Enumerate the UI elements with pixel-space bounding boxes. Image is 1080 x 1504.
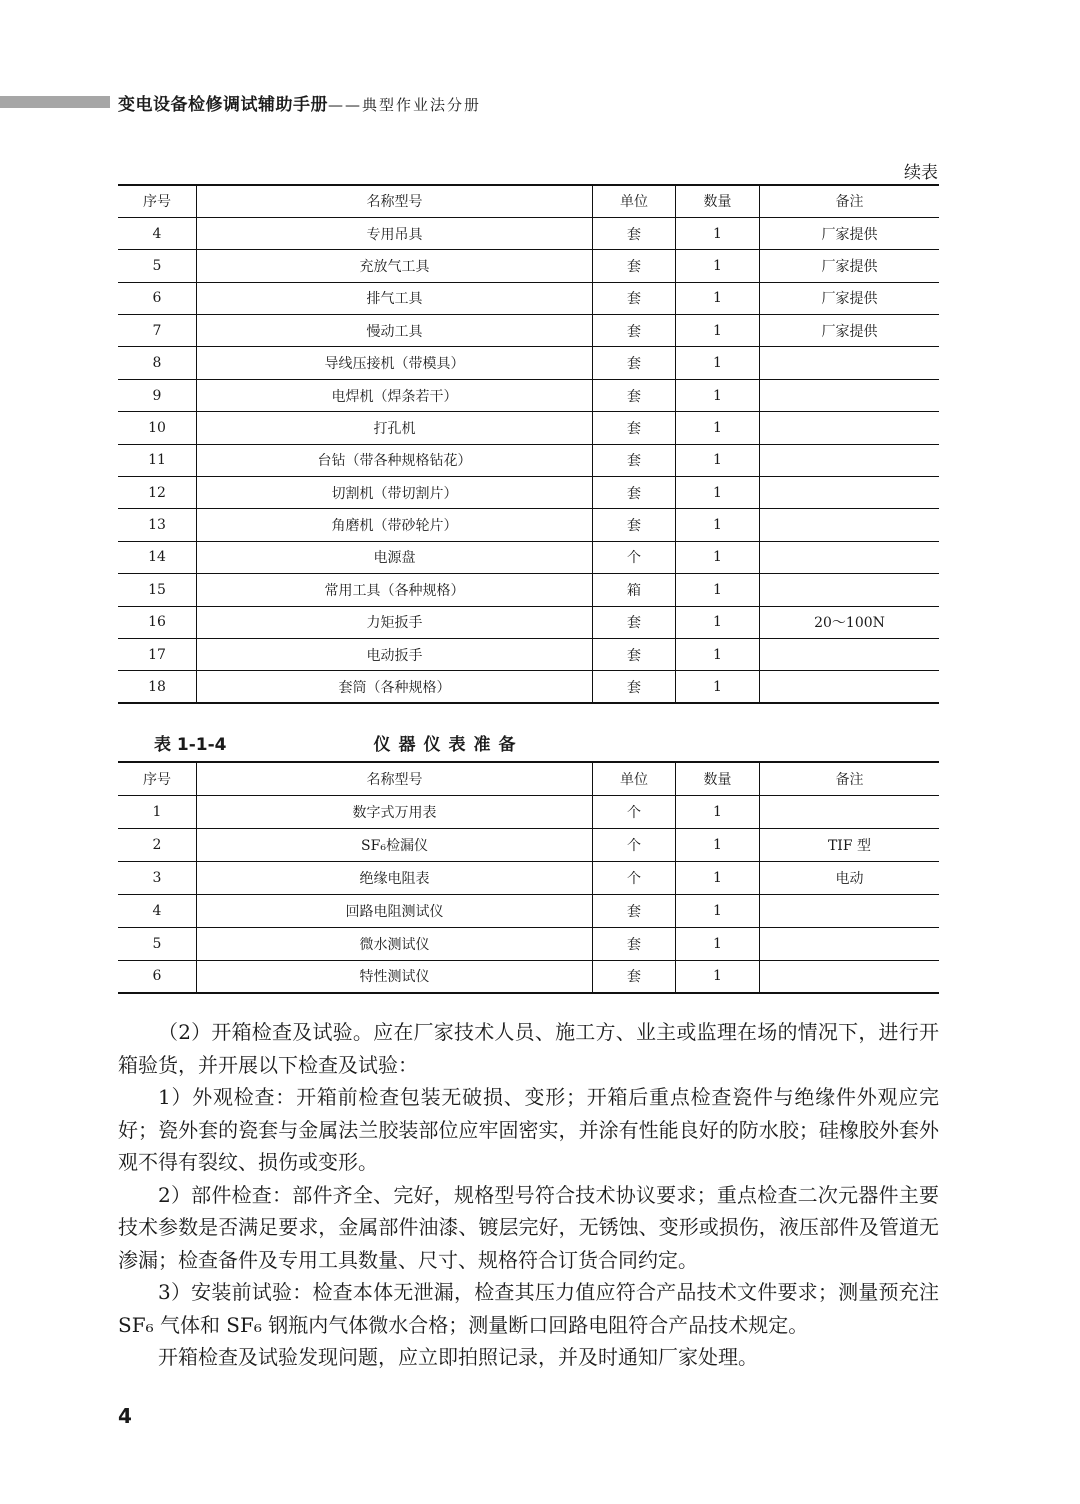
table-row (118, 412, 939, 444)
book-subtitle: ——典型作业法分册 (328, 96, 482, 114)
cell-qty: 1 (676, 606, 760, 638)
cell-name: SF₆检漏仪 (197, 828, 593, 861)
cell-seq: 4 (118, 217, 197, 249)
cell-qty: 1 (676, 315, 760, 347)
cell-note (760, 795, 940, 828)
cell-qty: 1 (676, 477, 760, 509)
table-row (118, 509, 939, 541)
cell-unit: 套 (593, 671, 676, 703)
table-row (118, 347, 939, 379)
cell-seq: 11 (118, 444, 197, 476)
table-row (118, 861, 939, 894)
cell-name: 电焊机（焊条若干） (197, 379, 593, 411)
cell-name: 常用工具（各种规格） (197, 574, 593, 606)
cell-note (760, 541, 940, 573)
cell-qty: 1 (676, 347, 760, 379)
cell-note (760, 379, 940, 411)
header-qty: 数量 (676, 762, 760, 795)
cell-seq: 3 (118, 861, 197, 894)
header-seq: 序号 (118, 185, 197, 217)
cell-seq: 6 (118, 282, 197, 314)
cell-unit: 箱 (593, 574, 676, 606)
cell-unit: 套 (593, 606, 676, 638)
table-row (118, 828, 939, 861)
table-header-row (118, 185, 939, 217)
cell-unit: 套 (593, 927, 676, 960)
table-row (118, 671, 939, 703)
cell-seq: 8 (118, 347, 197, 379)
table-row (118, 379, 939, 411)
cell-qty: 1 (676, 250, 760, 282)
cell-qty: 1 (676, 960, 760, 993)
cell-qty: 1 (676, 412, 760, 444)
table-row (118, 927, 939, 960)
table-number: 表 1-1-4 (154, 735, 227, 755)
cell-qty: 1 (676, 217, 760, 249)
cell-seq: 17 (118, 638, 197, 670)
book-title: 变电设备检修调试辅助手册 (118, 95, 328, 115)
table-row (118, 606, 939, 638)
table-title: 仪器仪表准备 (373, 735, 524, 755)
cell-unit: 套 (593, 509, 676, 541)
cell-unit: 套 (593, 444, 676, 476)
cell-note: 电动 (760, 861, 940, 894)
table-row (118, 477, 939, 509)
body-text (118, 1016, 939, 1374)
paragraph: 开箱检查及试验发现问题，应立即拍照记录，并及时通知厂家处理。 (158, 1345, 758, 1369)
cell-unit: 套 (593, 282, 676, 314)
cell-seq: 4 (118, 894, 197, 927)
cell-seq: 12 (118, 477, 197, 509)
cell-unit: 套 (593, 315, 676, 347)
cell-seq: 15 (118, 574, 197, 606)
header-note: 备注 (760, 185, 940, 217)
cell-seq: 7 (118, 315, 197, 347)
header-qty: 数量 (676, 185, 760, 217)
cell-qty: 1 (676, 379, 760, 411)
cell-qty: 1 (676, 282, 760, 314)
table-row (118, 217, 939, 249)
cell-note: 厂家提供 (760, 315, 940, 347)
cell-note (760, 509, 940, 541)
cell-seq: 6 (118, 960, 197, 993)
cell-note (760, 671, 940, 703)
cell-name: 微水测试仪 (197, 927, 593, 960)
cell-name: 专用吊具 (197, 217, 593, 249)
cell-seq: 2 (118, 828, 197, 861)
table-row (118, 638, 939, 670)
cell-seq: 10 (118, 412, 197, 444)
cell-note: TIF 型 (760, 828, 940, 861)
cell-name: 数字式万用表 (197, 795, 593, 828)
cell-note (760, 894, 940, 927)
header-unit: 单位 (593, 185, 676, 217)
cell-seq: 5 (118, 927, 197, 960)
table-row (118, 444, 939, 476)
cell-note (760, 412, 940, 444)
instruments-table (118, 761, 939, 994)
cell-name: 角磨机（带砂轮片） (197, 509, 593, 541)
cell-name: 台钻（带各种规格钻花） (197, 444, 593, 476)
table-row (118, 541, 939, 573)
cell-unit: 套 (593, 638, 676, 670)
table-row (118, 574, 939, 606)
cell-note (760, 638, 940, 670)
cell-name: 排气工具 (197, 282, 593, 314)
table-row (118, 250, 939, 282)
cell-name: 电源盘 (197, 541, 593, 573)
table-row (118, 960, 939, 993)
table-row (118, 894, 939, 927)
paragraph: 3）安装前试验：检查本体无泄漏，检查其压力值应符合产品技术文件要求；测量预充注 SF₆ 气体和 SF₆ 钢瓶内气体微水合格；测量断口回路电阻符合产品技术规定。 (118, 1280, 939, 1337)
cell-name: 力矩扳手 (197, 606, 593, 638)
cell-seq: 18 (118, 671, 197, 703)
cell-note (760, 927, 940, 960)
cell-qty: 1 (676, 927, 760, 960)
cell-unit: 个 (593, 541, 676, 573)
header-bar (0, 96, 110, 108)
paragraph: 2）部件检查：部件齐全、完好，规格型号符合技术协议要求；重点检查二次元器件主要技术参数是否满足要求，金属部件油漆、镀层完好，无锈蚀、变形或损伤，液压部件及管道无渗漏；检查备件及专用工具数量、尺寸、规格符合订货合同约定。 (118, 1182, 939, 1272)
cell-qty: 1 (676, 894, 760, 927)
header-name: 名称型号 (197, 762, 593, 795)
running-header (118, 90, 481, 115)
paragraph: （2）开箱检查及试验。应在厂家技术人员、施工方、业主或监理在场的情况下，进行开箱验货，并开展以下检查及试验： (118, 1020, 939, 1077)
cell-name: 绝缘电阻表 (197, 861, 593, 894)
cell-name: 回路电阻测试仪 (197, 894, 593, 927)
cell-note: 厂家提供 (760, 217, 940, 249)
cell-note (760, 960, 940, 993)
cell-note: 厂家提供 (760, 282, 940, 314)
cell-qty: 1 (676, 828, 760, 861)
cell-qty: 1 (676, 638, 760, 670)
cell-name: 电动扳手 (197, 638, 593, 670)
cell-seq: 14 (118, 541, 197, 573)
cell-unit: 套 (593, 379, 676, 411)
cell-unit: 套 (593, 477, 676, 509)
cell-qty: 1 (676, 444, 760, 476)
cell-note (760, 574, 940, 606)
cell-seq: 16 (118, 606, 197, 638)
table-caption (118, 730, 939, 754)
cell-note: 厂家提供 (760, 250, 940, 282)
cell-note: 20～100N (760, 606, 940, 638)
cell-qty: 1 (676, 861, 760, 894)
cell-qty: 1 (676, 671, 760, 703)
cell-unit: 套 (593, 412, 676, 444)
paragraph: 1）外观检查：开箱前检查包装无破损、变形；开箱后重点检查瓷件与绝缘件外观应完好；瓷外套的瓷套与金属法兰胶装部位应牢固密实，并涂有性能良好的防水胶；硅橡胶外套外观不得有裂纹、损伤或变形。 (118, 1085, 939, 1174)
cell-note (760, 477, 940, 509)
cell-unit: 套 (593, 250, 676, 282)
header-seq: 序号 (118, 762, 197, 795)
cell-qty: 1 (676, 509, 760, 541)
cell-name: 慢动工具 (197, 315, 593, 347)
cell-unit: 套 (593, 217, 676, 249)
cell-seq: 5 (118, 250, 197, 282)
cell-qty: 1 (676, 574, 760, 606)
header-note: 备注 (760, 762, 940, 795)
cell-seq: 13 (118, 509, 197, 541)
cell-note (760, 347, 940, 379)
cell-name: 充放气工具 (197, 250, 593, 282)
cell-unit: 套 (593, 894, 676, 927)
cell-name: 导线压接机（带模具） (197, 347, 593, 379)
table-row (118, 315, 939, 347)
cell-name: 切割机（带切割片） (197, 477, 593, 509)
cell-qty: 1 (676, 541, 760, 573)
cell-unit: 个 (593, 861, 676, 894)
cell-seq: 9 (118, 379, 197, 411)
cell-name: 打孔机 (197, 412, 593, 444)
cell-unit: 套 (593, 347, 676, 379)
table-row (118, 282, 939, 314)
cell-note (760, 444, 940, 476)
cell-unit: 个 (593, 795, 676, 828)
cell-name: 特性测试仪 (197, 960, 593, 993)
tools-table (118, 184, 939, 704)
cell-qty: 1 (676, 795, 760, 828)
cell-seq: 1 (118, 795, 197, 828)
page-number: 4 (118, 1404, 132, 1428)
header-unit: 单位 (593, 762, 676, 795)
table-header-row (118, 762, 939, 795)
table-row (118, 795, 939, 828)
cell-unit: 个 (593, 828, 676, 861)
header-name: 名称型号 (197, 185, 593, 217)
continued-table-label: 续表 (904, 163, 938, 183)
cell-name: 套筒（各种规格） (197, 671, 593, 703)
cell-unit: 套 (593, 960, 676, 993)
